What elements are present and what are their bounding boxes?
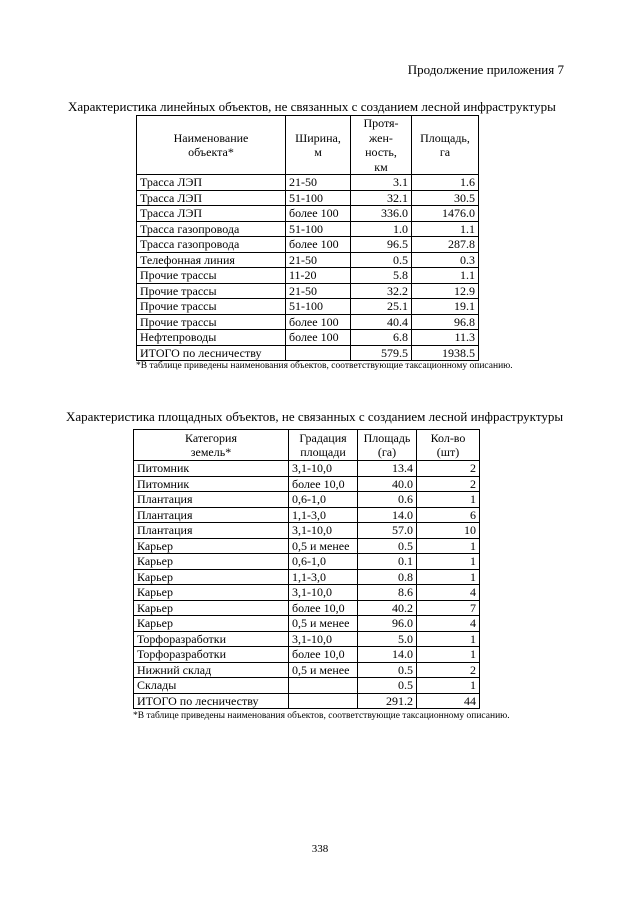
- table1-cell: 32.2: [351, 283, 412, 299]
- table1-cell: Прочие трассы: [137, 299, 286, 315]
- table2-cell: 57.0: [358, 523, 417, 539]
- table1-header-length-l3: ность,: [365, 145, 397, 159]
- table2-cell: 0.8: [358, 569, 417, 585]
- table1-cell: 1.1: [412, 221, 479, 237]
- table2-header-gradation-l2: площади: [300, 445, 346, 459]
- table1-row: [137, 283, 479, 299]
- table1-cell: 25.1: [351, 299, 412, 315]
- table2-cell: 0,6-1,0: [289, 492, 358, 508]
- table2-cell: 1: [417, 538, 480, 554]
- table2-cell: 1,1-3,0: [289, 569, 358, 585]
- table1-cell: 1476.0: [412, 206, 479, 222]
- table2-row: [134, 693, 480, 709]
- table1-cell: 336.0: [351, 206, 412, 222]
- table2-cell: Карьер: [134, 585, 289, 601]
- table1-cell: более 100: [286, 237, 351, 253]
- table2-row: [134, 569, 480, 585]
- table1-header-name-l1: Наименование: [173, 130, 249, 145]
- table1-cell: 1938.5: [412, 345, 479, 361]
- table2-row: [134, 631, 480, 647]
- table2-cell: [289, 693, 358, 709]
- table1-header-width-l2: м: [314, 145, 322, 159]
- table2-cell: 3,1-10,0: [289, 461, 358, 477]
- table1-header-length: [351, 116, 412, 175]
- table2-cell: 96.0: [358, 616, 417, 632]
- table2-cell: 1: [417, 678, 480, 694]
- table2-cell: 2: [417, 461, 480, 477]
- table2-cell: 44: [417, 693, 480, 709]
- table2-header-count: [417, 430, 480, 461]
- table2-cell: 40.2: [358, 600, 417, 616]
- table1-body: [137, 175, 479, 361]
- table2-cell: 3,1-10,0: [289, 585, 358, 601]
- table1-header-length-l2: жен-: [369, 130, 393, 145]
- table2-cell: 1: [417, 492, 480, 508]
- table2-cell: 0.5: [358, 662, 417, 678]
- table1-cell: ИТОГО по лесничеству: [137, 345, 286, 361]
- table2-row: [134, 647, 480, 663]
- table2-cell: 3,1-10,0: [289, 631, 358, 647]
- table2-cell: Питомник: [134, 476, 289, 492]
- table2-header-row: [134, 430, 480, 461]
- table1-row: [137, 345, 479, 361]
- table2-header-count-l1: Кол-во: [430, 430, 466, 445]
- table2-cell: 1: [417, 647, 480, 663]
- table1-cell: 30.5: [412, 190, 479, 206]
- table1-cell: 0.3: [412, 252, 479, 268]
- table1-cell: 0.5: [351, 252, 412, 268]
- table2-header-area: [358, 430, 417, 461]
- table1-cell: Прочие трассы: [137, 314, 286, 330]
- table2-row: [134, 554, 480, 570]
- table2-cell: 0,5 и менее: [289, 616, 358, 632]
- table2-header-gradation: [289, 430, 358, 461]
- table1-row: [137, 221, 479, 237]
- table1-row: [137, 190, 479, 206]
- table1-cell: 1.1: [412, 268, 479, 284]
- table2-cell: более 10,0: [289, 647, 358, 663]
- table2-cell: Плантация: [134, 492, 289, 508]
- table1-cell: 12.9: [412, 283, 479, 299]
- table1-cell: 96.8: [412, 314, 479, 330]
- table2-cell: 14.0: [358, 647, 417, 663]
- table1-cell: 51-100: [286, 221, 351, 237]
- table2-body: [134, 461, 480, 709]
- table1-cell: 96.5: [351, 237, 412, 253]
- table1-footnote: *В таблице приведены наименования объектов, соответствующие таксационному описанию.: [136, 361, 513, 371]
- table2-row: [134, 523, 480, 539]
- table2-cell: 0.1: [358, 554, 417, 570]
- table1-row: [137, 314, 479, 330]
- table2-cell: 0.5: [358, 678, 417, 694]
- table2-cell: Склады: [134, 678, 289, 694]
- table2-row: [134, 492, 480, 508]
- table1-header-length-l1: Протя-: [363, 116, 399, 130]
- table2-cell: Плантация: [134, 507, 289, 523]
- linear-objects-table: [136, 115, 479, 361]
- table2-cell: Нижний склад: [134, 662, 289, 678]
- table2-cell: Карьер: [134, 616, 289, 632]
- table1-cell: 21-50: [286, 175, 351, 191]
- table2-cell: 14.0: [358, 507, 417, 523]
- table2-cell: 0,5 и менее: [289, 538, 358, 554]
- table2-cell: Карьер: [134, 600, 289, 616]
- table1-cell: Трасса ЛЭП: [137, 190, 286, 206]
- table2-row: [134, 600, 480, 616]
- table1-header-area-l2: га: [439, 145, 451, 159]
- table1-header-name: [137, 116, 286, 175]
- table1-row: [137, 206, 479, 222]
- table2-cell: 13.4: [358, 461, 417, 477]
- table2-cell: Плантация: [134, 523, 289, 539]
- table1-cell: Трасса ЛЭП: [137, 206, 286, 222]
- table1-cell: 1.6: [412, 175, 479, 191]
- table2-row: [134, 507, 480, 523]
- table1-cell: 579.5: [351, 345, 412, 361]
- table2-cell: 4: [417, 616, 480, 632]
- table2-cell: 6: [417, 507, 480, 523]
- table1-header-row: [137, 116, 479, 175]
- table2-cell: 40.0: [358, 476, 417, 492]
- table1-cell: 1.0: [351, 221, 412, 237]
- table2-cell: 1: [417, 569, 480, 585]
- table2-row: [134, 538, 480, 554]
- table1-cell: более 100: [286, 206, 351, 222]
- table1-cell: 5.8: [351, 268, 412, 284]
- table1-cell: 19.1: [412, 299, 479, 315]
- table2-cell: 0.6: [358, 492, 417, 508]
- table1-cell: Телефонная линия: [137, 252, 286, 268]
- table2-header: [134, 430, 480, 461]
- table2-cell: 2: [417, 476, 480, 492]
- table1-cell: 6.8: [351, 330, 412, 346]
- table2-cell: более 10,0: [289, 476, 358, 492]
- table1-cell: Прочие трассы: [137, 268, 286, 284]
- table1-cell: 287.8: [412, 237, 479, 253]
- table2-header-area-l2: (га): [377, 445, 397, 459]
- table1-cell: более 100: [286, 330, 351, 346]
- table2-cell: более 10,0: [289, 600, 358, 616]
- table1-cell: более 100: [286, 314, 351, 330]
- table2-row: [134, 678, 480, 694]
- table1-cell: 21-50: [286, 252, 351, 268]
- table1-header-length-l4: км: [374, 159, 388, 174]
- table2-cell: 7: [417, 600, 480, 616]
- table2-cell: 2: [417, 662, 480, 678]
- table2-cell: 1: [417, 631, 480, 647]
- table2-cell: 4: [417, 585, 480, 601]
- table2-cell: 8.6: [358, 585, 417, 601]
- table2-header-category-l2: земель*: [190, 445, 232, 459]
- table2-header-category: [134, 430, 289, 461]
- table1-cell: Нефтепроводы: [137, 330, 286, 346]
- table2-cell: Торфоразработки: [134, 631, 289, 647]
- table2-row: [134, 616, 480, 632]
- table2-row: [134, 461, 480, 477]
- table2-cell: 1,1-3,0: [289, 507, 358, 523]
- table2-footnote: *В таблице приведены наименования объектов, соответствующие таксационному описанию.: [133, 711, 510, 721]
- table2-cell: 291.2: [358, 693, 417, 709]
- table1-cell: 21-50: [286, 283, 351, 299]
- table1-cell: 51-100: [286, 299, 351, 315]
- table1-header-width-l1: Ширина,: [295, 130, 341, 145]
- table2-header-category-l1: Категория: [185, 430, 237, 445]
- table2-row: [134, 476, 480, 492]
- table2-title: Характеристика площадных объектов, не связанных с созданием лесной инфраструктуры: [66, 409, 564, 424]
- appendix-label: Продолжение приложения 7: [407, 62, 564, 77]
- table1-header-area: [412, 116, 479, 175]
- table1-header: [137, 116, 479, 175]
- table2-cell: 5.0: [358, 631, 417, 647]
- table1-cell: 3.1: [351, 175, 412, 191]
- table2-cell: Карьер: [134, 538, 289, 554]
- table1-row: [137, 237, 479, 253]
- table1-cell: Трасса газопровода: [137, 221, 286, 237]
- table1-cell: [286, 345, 351, 361]
- table2-header-area-l1: Площадь: [363, 430, 411, 445]
- table1-cell: Трасса газопровода: [137, 237, 286, 253]
- table1-header-width: [286, 116, 351, 175]
- table2-cell: Торфоразработки: [134, 647, 289, 663]
- table2-row: [134, 662, 480, 678]
- table1-cell: Прочие трассы: [137, 283, 286, 299]
- page-number: 338: [311, 843, 329, 855]
- table1-header-area-l1: Площадь,: [420, 130, 470, 145]
- table1-header-name-l2: объекта*: [188, 145, 234, 159]
- table2-cell: 0,5 и менее: [289, 662, 358, 678]
- table1-cell: 40.4: [351, 314, 412, 330]
- table2-row: [134, 585, 480, 601]
- table2-cell: [289, 678, 358, 694]
- table1-row: [137, 268, 479, 284]
- area-objects-table: [133, 429, 480, 709]
- table2-header-gradation-l1: Градация: [299, 430, 347, 445]
- table1-cell: Трасса ЛЭП: [137, 175, 286, 191]
- table2-cell: 3,1-10,0: [289, 523, 358, 539]
- table2-cell: 1: [417, 554, 480, 570]
- table1-cell: 32.1: [351, 190, 412, 206]
- table2-cell: Карьер: [134, 569, 289, 585]
- table2-cell: 10: [417, 523, 480, 539]
- table2-cell: Питомник: [134, 461, 289, 477]
- table1-row: [137, 330, 479, 346]
- table2-cell: Карьер: [134, 554, 289, 570]
- table1-row: [137, 175, 479, 191]
- table1-cell: 11-20: [286, 268, 351, 284]
- table2-header-count-l2: (шт): [436, 445, 460, 459]
- table2-cell: ИТОГО по лесничеству: [134, 693, 289, 709]
- table1-cell: 51-100: [286, 190, 351, 206]
- table2-cell: 0.5: [358, 538, 417, 554]
- table2-cell: 0,6-1,0: [289, 554, 358, 570]
- table1-row: [137, 299, 479, 315]
- table1-cell: 11.3: [412, 330, 479, 346]
- table1-title: Характеристика линейных объектов, не связанных с созданием лесной инфраструктуры: [68, 99, 556, 114]
- table1-row: [137, 252, 479, 268]
